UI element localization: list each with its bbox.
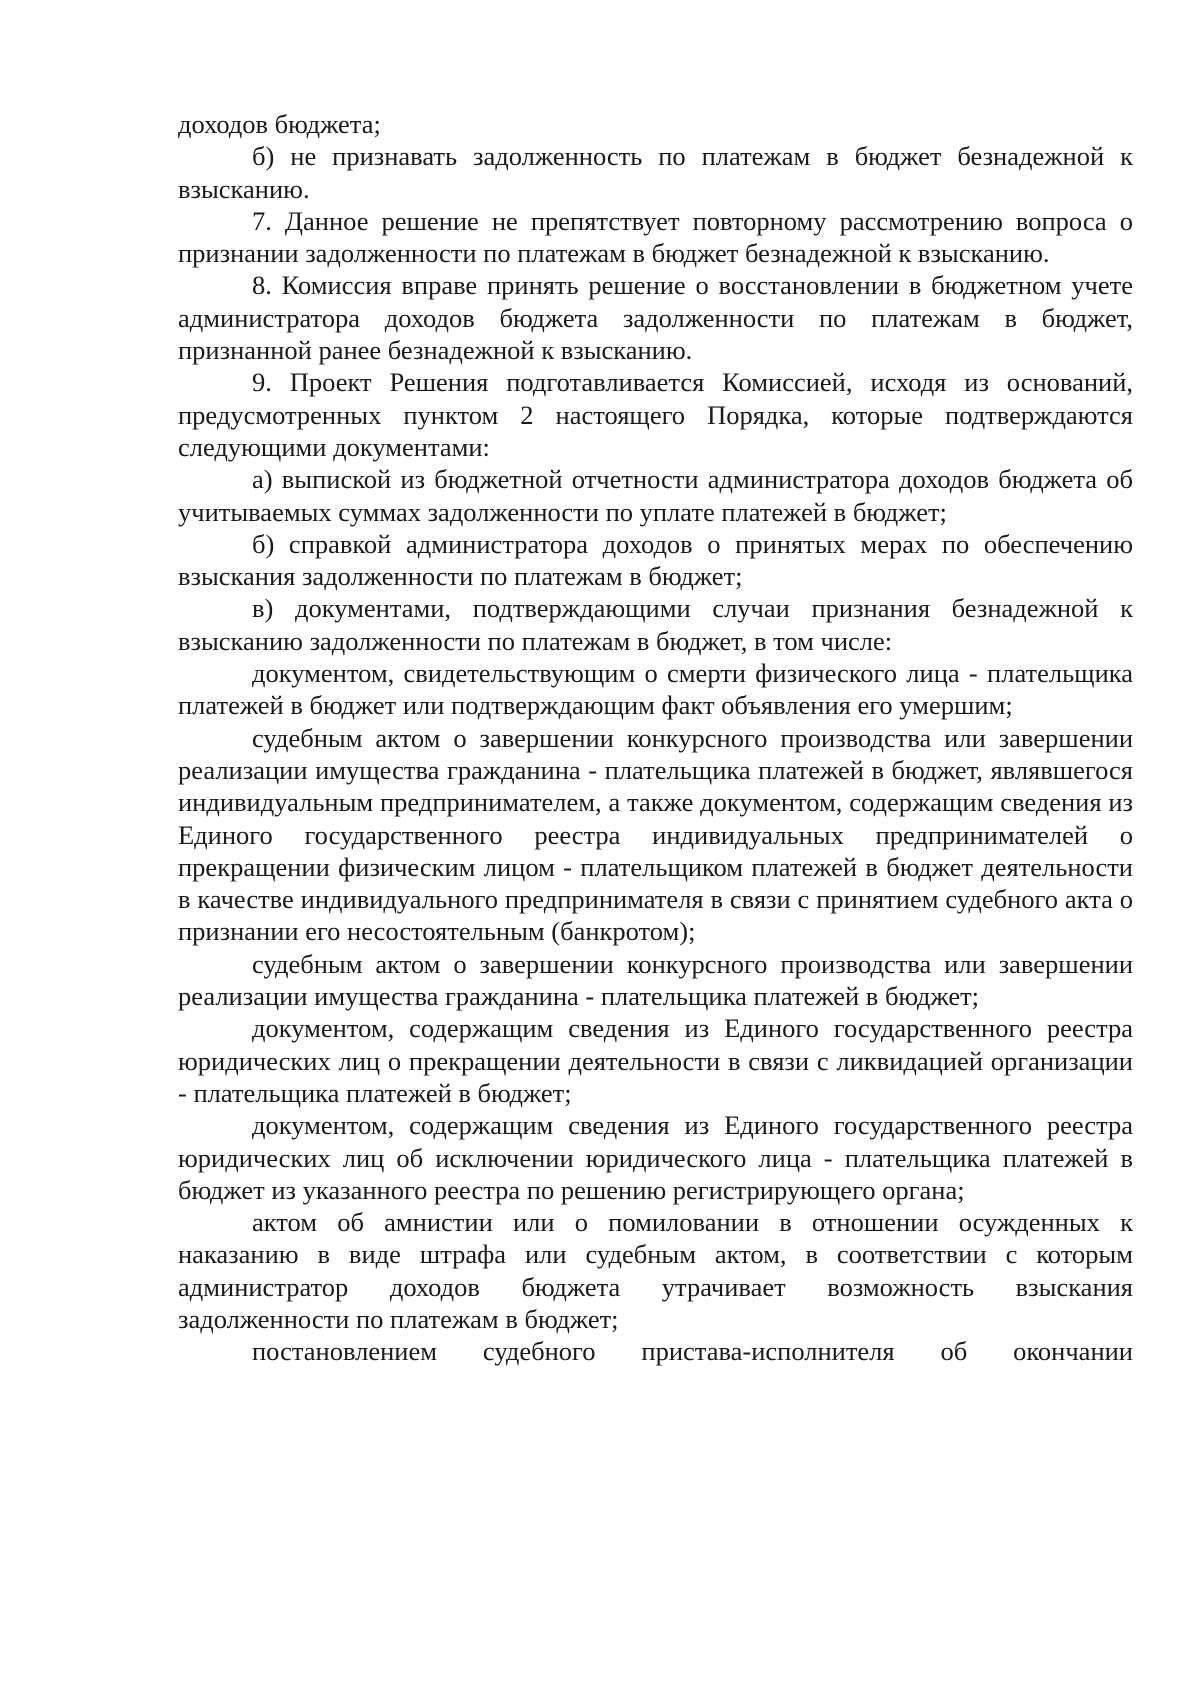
- paragraph-budget-revenues-end: доходов бюджета;: [178, 109, 381, 139]
- paragraph-7: 7. Данное решение не препятствует повторному рассмотрению вопроса о признании задолженности по платежам в бюджет безнадежной к взысканию.: [178, 205, 1133, 269]
- paragraph-9a: а) выпиской из бюджетной отчетности администратора доходов бюджета об учитываемых суммах задолженности по уплате платежей в бюджет;: [178, 464, 1133, 527]
- list-item-bailiff-resolution: постановлением судебного пристава-исполнителя об окончании: [252, 1336, 1133, 1367]
- list-item-exclusion-from-register: документом, содержащим сведения из Единого государственного реестра юридических лиц об исключении юридического лица - плательщика платежей в бюджет из указанного реестра по решению регистрирующего органа;: [178, 1110, 1133, 1205]
- paragraph-8: 8. Комиссия вправе принять решение о восстановлении в бюджетном учете администратора доходов бюджета задолженности по платежам в бюджет, признанной ранее безнадежной к взысканию.: [178, 270, 1133, 366]
- paragraph-9b: б) справкой администратора доходов о принятых мерах по обеспечению взыскания задолженности по платежам в бюджет;: [178, 528, 1133, 592]
- list-item-bankruptcy-entrepreneur: судебным актом о завершении конкурсного производства или завершении реализации имущества гражданина - плательщика платежей в бюджет, являвшегося индивидуальным предпринимателем, а также документом, содержащим сведения из Единого государственного реестра индивидуальных предпринимателей о прекращении физическим лицом - плательщиком платежей в бюджет деятельности в качестве индивидуального предпринимателя в связи с принятием судебного акта о признании его несостоятельным (банкротом);: [178, 722, 1133, 947]
- paragraph-9: 9. Проект Решения подготавливается Комиссией, исходя из оснований, предусмотренных пунктом 2 настоящего Порядка, которые подтверждаются следующими документами:: [178, 367, 1133, 462]
- paragraph-6b: б) не признавать задолженность по платежам в бюджет безнадежной к взысканию.: [178, 141, 1133, 204]
- list-item-death-document: документом, свидетельствующим о смерти физического лица - плательщика платежей в бюджет или подтверждающим факт объявления его умершим;: [178, 658, 1133, 721]
- list-item-liquidation: документом, содержащим сведения из Единого государственного реестра юридических лиц о прекращении деятельности в связи с ликвидацией организации - плательщика платежей в бюджет;: [178, 1013, 1133, 1108]
- list-item-amnesty: актом об амнистии или о помиловании в отношении осужденных к наказанию в виде штрафа или судебным актом, в соответствии с которым администратор доходов бюджета утрачивает возможность взыскания задолженности по платежам в бюджет;: [178, 1207, 1133, 1334]
- paragraph-9v: в) документами, подтверждающими случаи признания безнадежной к взысканию задолженности по платежам в бюджет, в том числе:: [178, 593, 1133, 656]
- list-item-bankruptcy-citizen: судебным актом о завершении конкурсного производства или завершении реализации имущества гражданина - плательщика платежей в бюджет;: [178, 948, 1133, 1012]
- document-body: [178, 108, 1133, 1368]
